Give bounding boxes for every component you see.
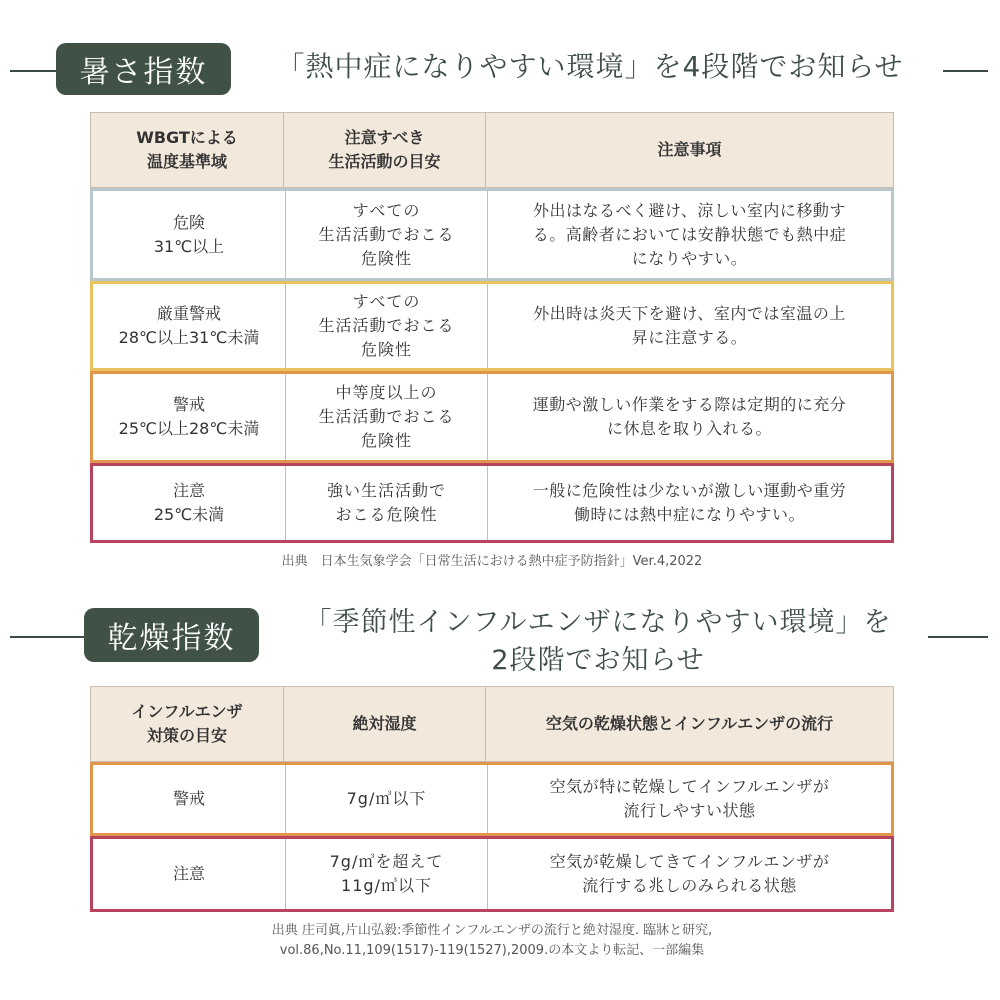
row-note: 運動や激しい作業をする際は定期的に充分 に休息を取り入れる。	[532, 395, 847, 438]
row-note: 外出はなるべく避け、涼しい室内に移動す る。高齢者においては安静状態でも熱中症 になりやすい。	[532, 200, 847, 268]
row-level: 危険 31℃以上	[93, 191, 286, 278]
section2-left-rule	[10, 636, 85, 638]
row-humidity: 7g/㎥以下	[286, 765, 488, 833]
heat-index-table	[90, 112, 894, 543]
heat-row-danger	[90, 188, 894, 281]
dryness-row-warning	[90, 762, 894, 836]
dryness-index-table	[90, 686, 894, 912]
row-level: 注意	[93, 839, 286, 909]
section2-right-rule	[928, 636, 988, 638]
section1-heading: 「熱中症になりやすい環境」を4段階でお知らせ	[276, 50, 904, 83]
section1-left-rule	[10, 70, 56, 72]
row-level: 注意 25℃未満	[93, 466, 286, 540]
row-activity: すべての 生活活動でおこる 危険性	[286, 191, 488, 278]
row-note: 空気が特に乾燥してインフルエンザが 流行しやすい状態	[549, 777, 830, 820]
row-activity: 中等度以上の 生活活動でおこる 危険性	[286, 374, 488, 460]
row-humidity: 7g/㎥を超えて 11g/㎥以下	[286, 839, 488, 909]
row-level: 警戒	[93, 765, 286, 833]
row-level: 厳重警戒 28℃以上31℃未満	[93, 284, 286, 368]
dryness-table-header	[90, 686, 894, 762]
section1-right-rule	[943, 70, 988, 72]
heat-table-header	[90, 112, 894, 188]
heat-row-severe-warning	[90, 281, 894, 371]
header-air-dryness-state: 空気の乾燥状態とインフルエンザの流行	[545, 714, 834, 733]
header-precautions: 注意事項	[657, 140, 722, 159]
header-absolute-humidity: 絶対湿度	[284, 687, 486, 761]
section1-badge: 暑さ指数	[56, 43, 231, 95]
heat-row-warning	[90, 371, 894, 463]
header-influenza-guide: インフルエンザ 対策の目安	[91, 687, 284, 761]
row-activity: 強い生活活動で おこる危険性	[286, 466, 488, 540]
row-note: 一般に危険性は少ないが激しい運動や重労 働時には熱中症になりやすい。	[532, 481, 847, 524]
row-note: 外出時は炎天下を避け、室内では室温の上 昇に注意する。	[533, 304, 846, 347]
header-wbgt-range: WBGTによる 温度基準域	[91, 113, 284, 187]
section2-badge: 乾燥指数	[84, 608, 259, 662]
row-note: 空気が乾燥してきてインフルエンザが 流行する兆しのみられる状態	[549, 852, 830, 895]
section1-source: 出典 日本生気象学会「日常生活における熱中症予防指針」Ver.4,2022	[281, 554, 703, 569]
row-level: 警戒 25℃以上28℃未満	[93, 374, 286, 460]
heat-row-caution	[90, 463, 894, 543]
row-activity: すべての 生活活動でおこる 危険性	[286, 284, 488, 368]
section2-heading: 「季節性インフルエンザになりやすい環境」を 2段階でお知らせ	[304, 607, 892, 676]
header-activity-guide: 注意すべき 生活活動の目安	[284, 113, 486, 187]
dryness-row-caution	[90, 836, 894, 912]
section2-source: 出典 庄司眞,片山弘毅:季節性インフルエンザの流行と絶対湿度. 臨牀と研究, vol.86,No.11,109(1517)-119(1527),2009.の本文より転記、一部編集	[271, 923, 713, 958]
